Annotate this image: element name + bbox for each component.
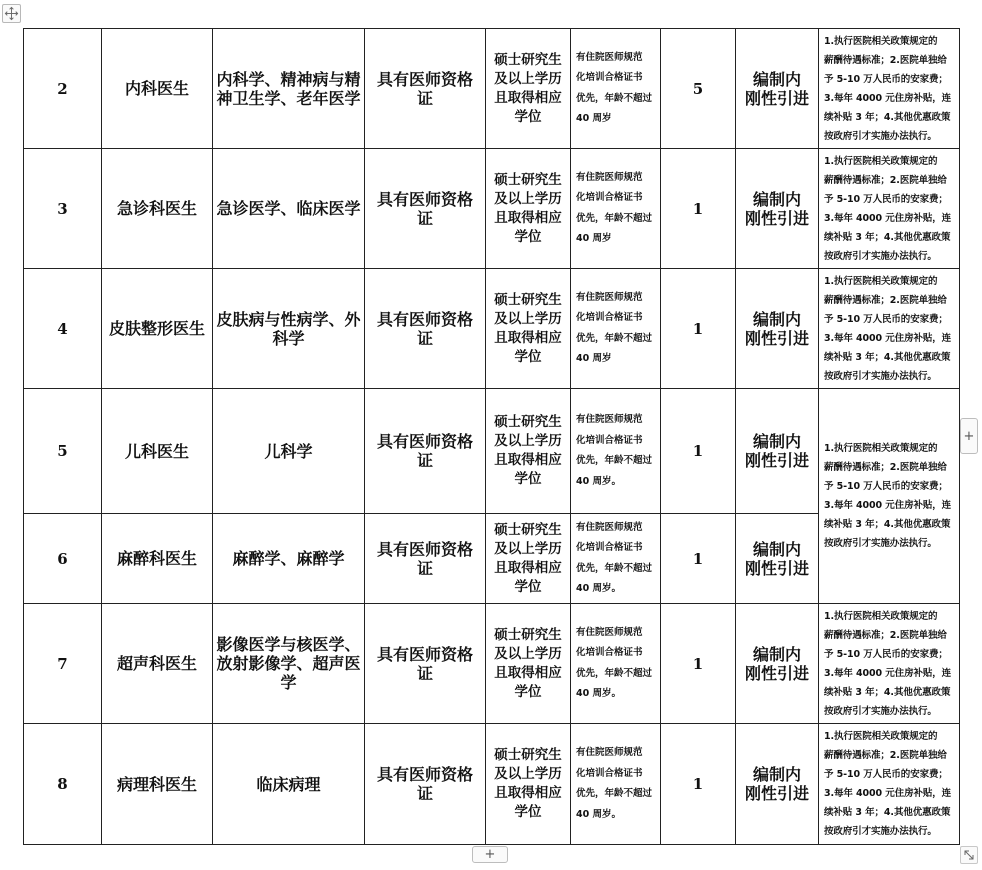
headcount-cell: 5: [661, 29, 736, 149]
headcount-cell: 1: [661, 389, 736, 514]
major-cell: [213, 604, 365, 724]
diagonal-resize-icon: [962, 848, 976, 862]
education-line: 且取得相应: [494, 89, 562, 106]
benefit-line: 3.每年 4000 元住房补贴，连: [824, 332, 952, 344]
other-line: 优先，年龄不超过: [576, 562, 653, 574]
major-line: 神卫生学、老年医学: [216, 88, 361, 108]
major-line: 学: [280, 673, 297, 692]
recruit-type-cell: [736, 514, 819, 604]
qualification-line: 证: [416, 784, 433, 803]
benefit-line: 按政府引才实施办法执行。: [824, 130, 937, 142]
recruitment-table: [23, 28, 960, 845]
benefits-cell-merged: [819, 389, 960, 604]
table-row: [24, 604, 960, 724]
major-line: 临床病理: [256, 774, 321, 794]
education-line: 及以上学历: [494, 766, 562, 782]
row-number-cell: 6: [24, 514, 102, 604]
recruit-line: 刚性引进: [744, 663, 809, 683]
benefit-line: 1.执行医院相关政策规定的: [824, 275, 938, 287]
education-line: 及以上学历: [494, 190, 562, 207]
major-line: 放射影像学、超声医: [216, 654, 361, 673]
other-requirements-cell: [571, 724, 661, 845]
benefits-cell: [819, 724, 960, 845]
qualification-line: 证: [416, 558, 433, 578]
headcount-cell: 1: [661, 149, 736, 269]
education-cell: [486, 149, 571, 269]
benefit-line: 薪酬待遇标准；2.医院单独给: [824, 462, 947, 473]
four-arrow-move-icon: [4, 6, 19, 21]
education-line: 且取得相应: [494, 452, 562, 468]
other-line: 40 周岁。: [576, 688, 622, 699]
education-line: 学位: [514, 228, 542, 245]
recruit-line: 刚性引进: [744, 784, 809, 803]
major-cell: [213, 514, 365, 604]
education-line: 学位: [514, 578, 542, 595]
other-line: 化培训合格证书: [576, 647, 643, 658]
other-line: 优先，年龄不超过: [576, 667, 653, 679]
qualification-cell: [365, 389, 486, 514]
headcount-cell: 1: [661, 269, 736, 389]
recruit-line: 编制内: [752, 765, 801, 784]
table-row: [24, 269, 960, 389]
benefit-line: 按政府引才实施办法执行。: [824, 250, 937, 262]
education-line: 且取得相应: [494, 785, 562, 801]
other-line: 40 周岁。: [576, 583, 622, 594]
row-number-cell: 8: [24, 724, 102, 845]
other-line: 有住院医师规范: [576, 171, 643, 183]
benefit-line: 薪酬待遇标准；2.医院单独给: [824, 629, 947, 641]
other-line: 40 周岁。: [576, 475, 622, 487]
plus-icon: +: [484, 847, 496, 862]
benefit-line: 续补贴 3 年；4.其他优惠政策: [824, 231, 951, 243]
recruit-line: 刚性引进: [744, 558, 809, 578]
recruit-line: 编制内: [752, 189, 801, 209]
benefit-line: 按政府引才实施办法执行。: [824, 826, 937, 837]
education-line: 硕士研究生: [494, 291, 562, 308]
recruit-line: 编制内: [752, 644, 801, 664]
row-number-cell: 7: [24, 604, 102, 724]
table-row: [24, 29, 960, 149]
education-cell: [486, 724, 571, 845]
headcount-cell: 1: [661, 604, 736, 724]
other-line: 优先，年龄不超过: [576, 332, 653, 344]
education-line: 学位: [514, 348, 542, 365]
add-column-button[interactable]: [960, 418, 978, 454]
benefits-cell: [819, 29, 960, 149]
plus-icon: +: [963, 428, 975, 444]
table-resize-handle[interactable]: [960, 846, 978, 864]
major-line: 皮肤病与性病学、外: [216, 309, 361, 329]
recruit-line: 编制内: [752, 309, 801, 329]
benefit-line: 薪酬待遇标准；2.医院单独给: [824, 294, 947, 306]
major-cell: [213, 29, 365, 149]
major-cell: [213, 389, 365, 514]
education-line: 及以上学历: [494, 310, 562, 327]
other-line: 化培训合格证书: [576, 312, 643, 323]
education-line: 及以上学历: [494, 433, 562, 449]
headcount-cell: 1: [661, 514, 736, 604]
education-line: 学位: [514, 804, 542, 820]
benefit-line: 薪酬待遇标准；2.医院单独给: [824, 174, 947, 186]
benefit-line: 予 5-10 万人民币的安家费；: [824, 648, 948, 660]
qualification-cell: [365, 604, 486, 724]
recruit-line: 刚性引进: [744, 328, 809, 348]
row-number-cell: 3: [24, 149, 102, 269]
education-line: 且取得相应: [494, 209, 562, 226]
qualification-line: 具有医师资格: [376, 309, 473, 329]
other-line: 有住院医师规范: [576, 747, 643, 758]
benefit-line: 按政府引才实施办法执行。: [824, 538, 937, 549]
row-number-cell: 5: [24, 389, 102, 514]
other-requirements-cell: [571, 149, 661, 269]
education-line: 及以上学历: [494, 540, 562, 557]
education-cell: [486, 514, 571, 604]
benefit-line: 3.每年 4000 元住房补贴，连: [824, 500, 952, 511]
benefit-line: 1.执行医院相关政策规定的: [824, 35, 938, 47]
table-row: [24, 724, 960, 845]
benefit-line: 1.执行医院相关政策规定的: [824, 610, 938, 622]
other-line: 优先，年龄不超过: [576, 212, 653, 224]
other-line: 化培训合格证书: [576, 542, 643, 553]
row-number-cell: 4: [24, 269, 102, 389]
other-line: 化培训合格证书: [576, 434, 643, 446]
recruit-type-cell: [736, 389, 819, 514]
table-move-handle-icon[interactable]: [2, 4, 21, 23]
education-cell: [486, 604, 571, 724]
benefits-cell: [819, 149, 960, 269]
recruit-type-cell: [736, 269, 819, 389]
education-line: 及以上学历: [494, 70, 562, 87]
benefit-line: 3.每年 4000 元住房补贴，连: [824, 212, 952, 224]
recruit-type-cell: [736, 724, 819, 845]
qualification-line: 具有医师资格: [376, 765, 473, 784]
recruit-line: 编制内: [752, 69, 801, 89]
table-row: [24, 389, 960, 514]
benefit-line: 予 5-10 万人民币的安家费；: [824, 769, 948, 780]
benefit-line: 续补贴 3 年；4.其他优惠政策: [824, 111, 951, 123]
benefit-line: 续补贴 3 年；4.其他优惠政策: [824, 686, 951, 698]
qualification-line: 证: [416, 663, 433, 683]
major-line: 影像医学与核医学、: [216, 635, 361, 654]
benefit-line: 按政府引才实施办法执行。: [824, 705, 937, 717]
other-line: 有住院医师规范: [576, 521, 643, 533]
benefit-line: 3.每年 4000 元住房补贴，连: [824, 788, 952, 799]
benefit-line: 续补贴 3 年；4.其他优惠政策: [824, 807, 951, 818]
benefits-cell: [819, 269, 960, 389]
recruit-line: 刚性引进: [744, 451, 809, 470]
education-cell: [486, 389, 571, 514]
education-line: 硕士研究生: [494, 171, 562, 188]
headcount-cell: 1: [661, 724, 736, 845]
other-line: 化培训合格证书: [576, 192, 643, 203]
position-cell: 超声科医生: [102, 604, 213, 724]
education-line: 硕士研究生: [494, 51, 562, 68]
other-line: 有住院医师规范: [576, 291, 643, 303]
qualification-cell: [365, 724, 486, 845]
other-line: 优先，年龄不超过: [576, 455, 653, 466]
qualification-cell: [365, 514, 486, 604]
other-line: 有住院医师规范: [576, 51, 643, 63]
qualification-line: 具有医师资格: [376, 69, 473, 89]
qualification-line: 证: [416, 328, 433, 348]
major-line: 儿科学: [264, 441, 313, 461]
position-cell: 麻醉科医生: [102, 514, 213, 604]
add-row-button[interactable]: [472, 846, 508, 863]
benefit-line: 1.执行医院相关政策规定的: [824, 731, 938, 742]
other-requirements-cell: [571, 389, 661, 514]
education-line: 硕士研究生: [494, 626, 562, 643]
table-row: [24, 149, 960, 269]
recruit-type-cell: [736, 29, 819, 149]
other-line: 优先，年龄不超过: [576, 92, 653, 104]
qualification-line: 具有医师资格: [376, 539, 473, 559]
education-line: 学位: [514, 683, 542, 700]
benefit-line: 予 5-10 万人民币的安家费；: [824, 193, 948, 205]
benefit-line: 续补贴 3 年；4.其他优惠政策: [824, 519, 951, 530]
benefit-line: 按政府引才实施办法执行。: [824, 370, 937, 382]
other-requirements-cell: [571, 514, 661, 604]
education-line: 学位: [514, 471, 542, 487]
major-line: 内科学、精神病与精: [216, 69, 361, 89]
recruit-line: 编制内: [752, 432, 801, 451]
position-cell: 儿科医生: [102, 389, 213, 514]
benefit-line: 予 5-10 万人民币的安家费；: [824, 313, 948, 325]
other-requirements-cell: [571, 269, 661, 389]
position-cell: 内科医生: [102, 29, 213, 149]
major-cell: [213, 269, 365, 389]
other-line: 有住院医师规范: [576, 626, 643, 638]
education-line: 学位: [514, 108, 542, 125]
major-line: 科学: [272, 328, 305, 348]
other-line: 40 周岁: [576, 353, 612, 364]
benefits-cell: [819, 604, 960, 724]
other-line: 40 周岁: [576, 113, 612, 124]
recruit-line: 刚性引进: [744, 208, 809, 228]
qualification-line: 证: [416, 88, 433, 108]
qualification-line: 证: [416, 208, 433, 228]
qualification-line: 证: [416, 451, 433, 470]
education-line: 及以上学历: [494, 645, 562, 662]
qualification-line: 具有医师资格: [376, 644, 473, 664]
benefit-line: 续补贴 3 年；4.其他优惠政策: [824, 351, 951, 363]
qualification-cell: [365, 29, 486, 149]
benefit-line: 3.每年 4000 元住房补贴，连: [824, 92, 952, 104]
other-line: 40 周岁: [576, 233, 612, 244]
education-line: 且取得相应: [494, 664, 562, 681]
qualification-cell: [365, 269, 486, 389]
recruit-type-cell: [736, 149, 819, 269]
benefit-line: 薪酬待遇标准；2.医院单独给: [824, 54, 947, 66]
education-cell: [486, 269, 571, 389]
benefit-line: 1.执行医院相关政策规定的: [824, 443, 938, 454]
position-cell: 急诊科医生: [102, 149, 213, 269]
other-line: 化培训合格证书: [576, 72, 643, 83]
major-line: 麻醉学、麻醉学: [232, 549, 345, 568]
position-cell: 皮肤整形医生: [102, 269, 213, 389]
major-line: 急诊医学、临床医学: [216, 199, 361, 218]
row-number-cell: 2: [24, 29, 102, 149]
other-line: 有住院医师规范: [576, 414, 643, 425]
other-line: 优先，年龄不超过: [576, 788, 653, 799]
other-requirements-cell: [571, 29, 661, 149]
education-cell: [486, 29, 571, 149]
qualification-line: 具有医师资格: [376, 432, 473, 451]
education-line: 硕士研究生: [494, 414, 562, 430]
recruit-type-cell: [736, 604, 819, 724]
other-line: 40 周岁。: [576, 808, 622, 820]
other-requirements-cell: [571, 604, 661, 724]
major-cell: [213, 149, 365, 269]
other-line: 化培训合格证书: [576, 767, 643, 779]
benefit-line: 薪酬待遇标准；2.医院单独给: [824, 750, 947, 761]
education-line: 硕士研究生: [494, 747, 562, 763]
recruit-line: 编制内: [752, 539, 801, 559]
benefit-line: 予 5-10 万人民币的安家费；: [824, 73, 948, 85]
position-cell: 病理科医生: [102, 724, 213, 845]
qualification-cell: [365, 149, 486, 269]
recruit-line: 刚性引进: [744, 88, 809, 108]
benefit-line: 予 5-10 万人民币的安家费；: [824, 481, 948, 492]
benefit-line: 3.每年 4000 元住房补贴，连: [824, 667, 952, 679]
major-cell: [213, 724, 365, 845]
benefit-line: 1.执行医院相关政策规定的: [824, 155, 938, 167]
education-line: 且取得相应: [494, 329, 562, 346]
education-line: 且取得相应: [494, 559, 562, 576]
qualification-line: 具有医师资格: [376, 189, 473, 209]
education-line: 硕士研究生: [494, 521, 562, 538]
